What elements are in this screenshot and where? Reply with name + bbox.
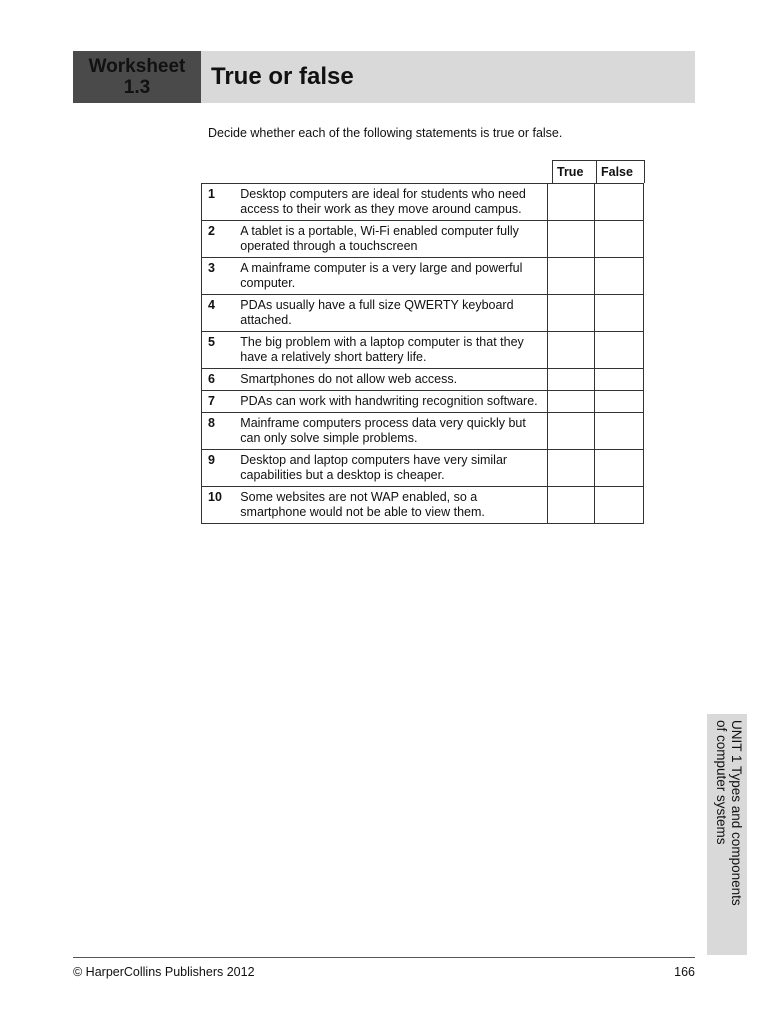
page-number: 166 bbox=[674, 965, 695, 979]
true-answer-cell[interactable] bbox=[548, 295, 594, 332]
true-answer-cell[interactable] bbox=[548, 450, 594, 487]
statements-table bbox=[201, 183, 644, 524]
statement-row bbox=[202, 295, 644, 332]
statement-text: Desktop and laptop computers have very similar capabilities but a desktop is cheaper. bbox=[234, 450, 547, 487]
worksheet-number: 1.3 bbox=[123, 77, 151, 98]
statement-text: PDAs can work with handwriting recognition software. bbox=[234, 391, 547, 413]
unit-title-line1: UNIT 1 Types and components bbox=[729, 720, 744, 906]
statement-row bbox=[202, 487, 644, 524]
statement-number: 6 bbox=[202, 369, 235, 391]
statement-text: The big problem with a laptop computer is that they have a relatively short battery life. bbox=[234, 332, 547, 369]
statement-row bbox=[202, 450, 644, 487]
statement-number: 9 bbox=[202, 450, 235, 487]
statement-number: 5 bbox=[202, 332, 235, 369]
false-answer-cell[interactable] bbox=[594, 369, 643, 391]
true-column-header: True bbox=[553, 161, 597, 183]
statement-number: 2 bbox=[202, 221, 235, 258]
worksheet-header bbox=[73, 51, 695, 103]
statement-number: 1 bbox=[202, 184, 235, 221]
unit-side-tab bbox=[707, 714, 747, 955]
statement-text: Some websites are not WAP enabled, so a smartphone would not be able to view them. bbox=[234, 487, 547, 524]
worksheet-word: Worksheet bbox=[88, 56, 186, 77]
statement-number: 7 bbox=[202, 391, 235, 413]
instruction-text: Decide whether each of the following statements is true or false. bbox=[208, 126, 563, 140]
statement-number: 4 bbox=[202, 295, 235, 332]
false-answer-cell[interactable] bbox=[594, 487, 643, 524]
statement-row bbox=[202, 413, 644, 450]
true-answer-cell[interactable] bbox=[548, 184, 594, 221]
statement-row bbox=[202, 221, 644, 258]
true-answer-cell[interactable] bbox=[548, 391, 594, 413]
statement-row bbox=[202, 332, 644, 369]
true-answer-cell[interactable] bbox=[548, 369, 594, 391]
answer-column-headers bbox=[552, 160, 645, 183]
statements-table-body bbox=[202, 184, 644, 524]
false-answer-cell[interactable] bbox=[594, 221, 643, 258]
unit-side-text bbox=[707, 714, 747, 955]
footer-divider bbox=[73, 957, 695, 958]
statement-text: Desktop computers are ideal for students who need access to their work as they move around campus. bbox=[234, 184, 547, 221]
statement-number: 8 bbox=[202, 413, 235, 450]
statement-text: A mainframe computer is a very large and powerful computer. bbox=[234, 258, 547, 295]
true-answer-cell[interactable] bbox=[548, 413, 594, 450]
page-title: True or false bbox=[201, 51, 695, 103]
false-answer-cell[interactable] bbox=[594, 332, 643, 369]
statement-text: Smartphones do not allow web access. bbox=[234, 369, 547, 391]
statement-row bbox=[202, 184, 644, 221]
true-answer-cell[interactable] bbox=[548, 332, 594, 369]
unit-title-line2: of computer systems bbox=[714, 720, 729, 845]
true-answer-cell[interactable] bbox=[548, 487, 594, 524]
statement-number: 10 bbox=[202, 487, 235, 524]
copyright-text: © HarperCollins Publishers 2012 bbox=[73, 965, 255, 979]
true-answer-cell[interactable] bbox=[548, 258, 594, 295]
false-answer-cell[interactable] bbox=[594, 413, 643, 450]
statement-text: PDAs usually have a full size QWERTY keyboard attached. bbox=[234, 295, 547, 332]
statement-row bbox=[202, 391, 644, 413]
statement-row bbox=[202, 369, 644, 391]
false-answer-cell[interactable] bbox=[594, 258, 643, 295]
statement-text: Mainframe computers process data very quickly but can only solve simple problems. bbox=[234, 413, 547, 450]
false-answer-cell[interactable] bbox=[594, 184, 643, 221]
false-answer-cell[interactable] bbox=[594, 295, 643, 332]
statement-row bbox=[202, 258, 644, 295]
false-answer-cell[interactable] bbox=[594, 391, 643, 413]
false-answer-cell[interactable] bbox=[594, 450, 643, 487]
statement-text: A tablet is a portable, Wi-Fi enabled computer fully operated through a touchscreen bbox=[234, 221, 547, 258]
false-column-header: False bbox=[601, 165, 633, 179]
statement-number: 3 bbox=[202, 258, 235, 295]
worksheet-label bbox=[73, 51, 201, 103]
true-answer-cell[interactable] bbox=[548, 221, 594, 258]
